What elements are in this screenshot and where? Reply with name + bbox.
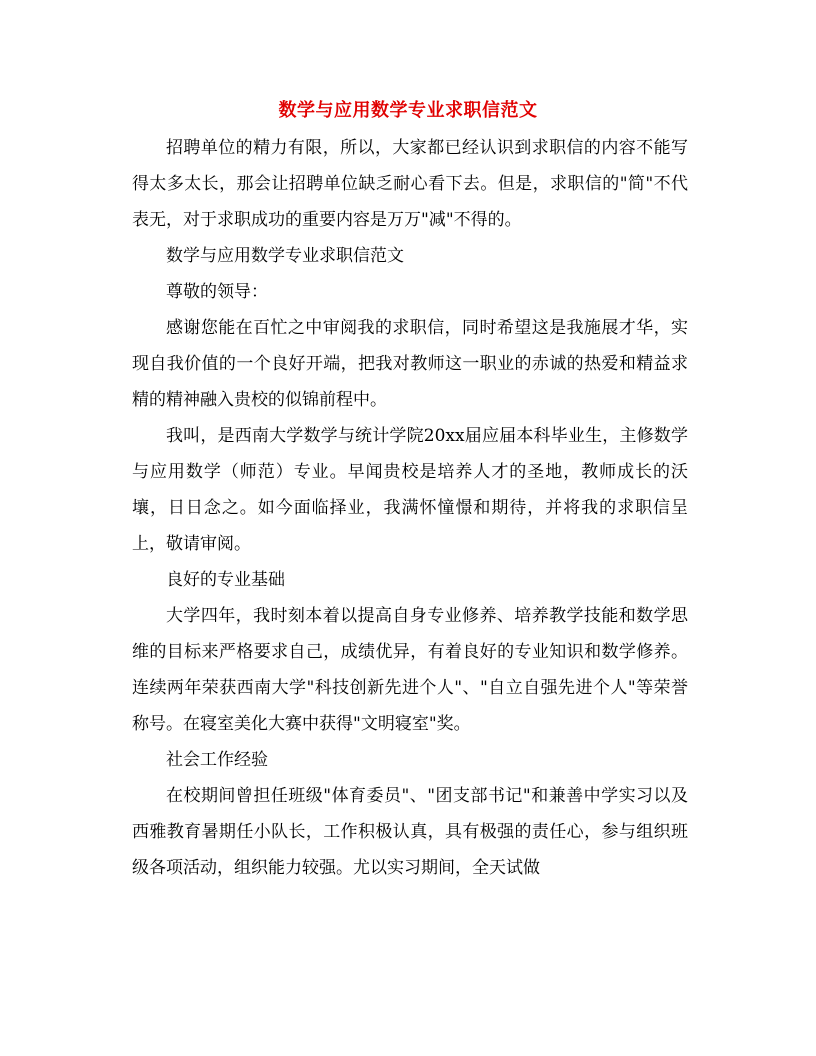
body-paragraph: 大学四年，我时刻本着以提高自身专业修养、培养教学技能和数学思维的目标来严格要求自己，成绩优异，有着良好的专业知识和数学修养。连续两年荣获西南大学"科技创新先进个人"、"自立自强先进个人"等荣誉称号。在寝室美化大赛中获得"文明寝室"奖。 bbox=[132, 606, 688, 734]
body-paragraph: 感谢您能在百忙之中审阅我的求职信，同时希望这是我施展才华，实现自我价值的一个良好开端，把我对教师这一职业的赤诚的热爱和精益求精的精神融入贵校的似锦前程中。 bbox=[132, 318, 688, 410]
letter-heading: 数学与应用数学专业求职信范文 bbox=[166, 246, 404, 266]
document-body bbox=[132, 130, 688, 886]
section-heading: 社会工作经验 bbox=[166, 750, 268, 770]
salutation: 尊敬的领导： bbox=[166, 282, 268, 302]
intro-paragraph: 招聘单位的精力有限，所以，大家都已经认识到求职信的内容不能写得太多太长，那会让招聘单位缺乏耐心看下去。但是，求职信的"简"不代表无，对于求职成功的重要内容是万万"减"不得的。 bbox=[132, 138, 688, 230]
body-paragraph: 在校期间曾担任班级"体育委员"、"团支部书记"和兼善中学实习以及西雅教育暑期任小队长，工作积极认真，具有极强的责任心，参与组织班级各项活动，组织能力较强。尤以实习期间，全天试做 bbox=[132, 786, 688, 878]
body-paragraph: 我叫，是西南大学数学与统计学院20xx届应届本科毕业生，主修数学与应用数学（师范）专业。早闻贵校是培养人才的圣地，教师成长的沃壤，日日念之。如今面临择业，我满怀憧憬和期待，并将我的求职信呈上，敬请审阅。 bbox=[132, 426, 688, 554]
section-heading: 良好的专业基础 bbox=[166, 570, 285, 590]
document-title: 数学与应用数学专业求职信范文 bbox=[278, 100, 538, 121]
